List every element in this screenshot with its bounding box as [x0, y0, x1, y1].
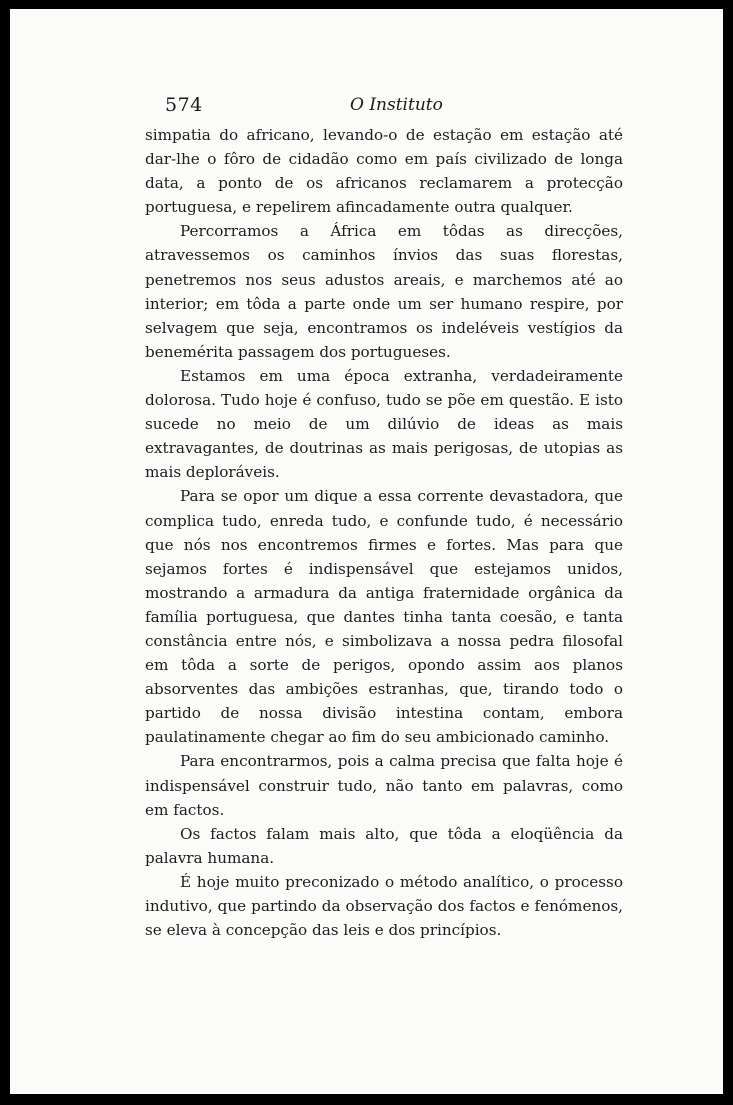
paragraph: É hoje muito preconizado o método analítico, o processo indutivo, que partindo da observação dos factos e fenómenos, se eleva à concepção das leis e dos princípios.	[145, 872, 623, 940]
paragraph: Estamos em uma época extranha, verdadeiramente dolorosa. Tudo hoje é confuso, tudo se põe em questão. E isto sucede no meio de um dilúvio de ideas as mais extravagantes, de doutrinas as mais perigosas, de utopias as mais deploráveis.	[145, 366, 623, 482]
page-number: 574	[165, 94, 203, 116]
paragraph-continuation: simpatia do africano, levando-o de estação em estação até dar-lhe o fôro de cidadão como em país civilizado de longa data, a ponto de os africanos reclamarem a protecção portuguesa, e repelirem afincadamente outra qualquer.	[145, 126, 623, 217]
paragraph: Percorramos a África em tôdas as direcções, atravessemos os caminhos ínvios das suas florestas, penetremos nos seus adustos areais, e marchemos até ao interior; em tôda a parte onde um ser humano respire, por selvagem que seja, encontramos os indeléveis vestígios da benemérita passagem dos portugueses.	[145, 222, 623, 361]
body-text	[145, 123, 623, 942]
paragraph: Os factos falam mais alto, que tôda a eloqüência da palavra humana.	[145, 824, 623, 867]
page-header	[165, 94, 635, 124]
running-title: O Instituto	[350, 95, 443, 115]
paragraph: Para se opor um dique a essa corrente devastadora, que complica tudo, enreda tudo, e confunde tudo, é necessário que nós nos encontremos firmes e fortes. Mas para que sejamos fortes é indispensável que estejamos unidos, mostrando a armadura da antiga fraternidade orgânica da família portuguesa, que dantes tinha tanta coesão, e tanta constância entre nós, e simbolizava a nossa pedra filosofal em tôda a sorte de perigos, opondo assim aos planos absorventes das ambições estranhas, que, tirando todo o partido de nossa divisão intestina contam, embora paulatinamente chegar ao fim do seu ambicionado caminho.	[145, 487, 623, 747]
paragraph: Para encontrarmos, pois a calma precisa que falta hoje é indispensável construir tudo, não tanto em palavras, como em factos.	[145, 752, 623, 819]
